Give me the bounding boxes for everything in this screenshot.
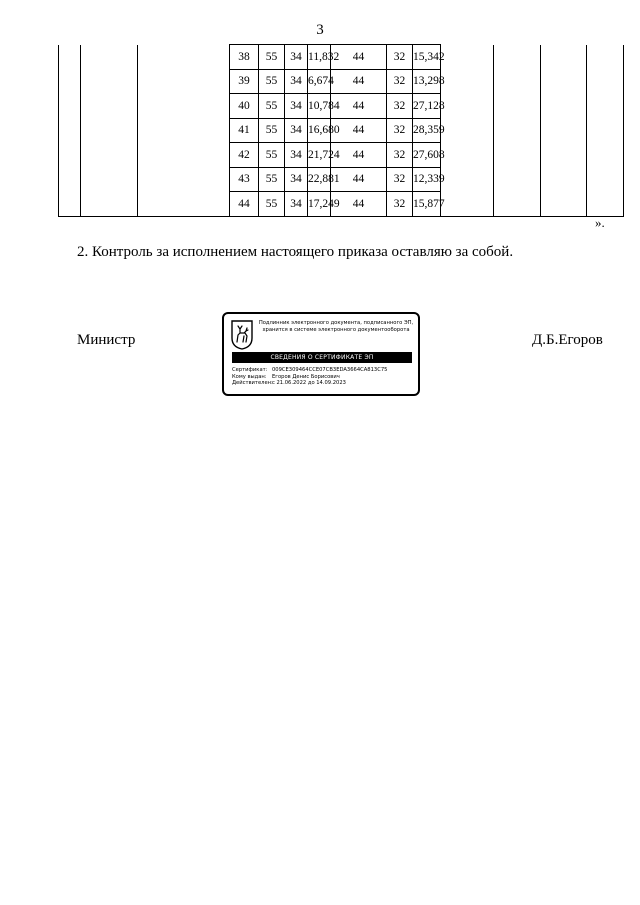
table-blank-cell (59, 45, 81, 70)
table-blank-cell (81, 118, 138, 143)
table-cell: 34 (285, 69, 308, 94)
table-cell: 55 (259, 45, 285, 70)
table-cell: 44 (331, 143, 387, 168)
table-cell: 32 (387, 118, 413, 143)
table-cell: 6,674 (308, 69, 331, 94)
stamp-header (256, 320, 416, 334)
table-row (59, 94, 624, 119)
table-blank-cell (541, 94, 587, 119)
table-blank-cell (587, 192, 624, 217)
stamp-header-line-1: Подлинник электронного документа, подписанного ЭП, (258, 320, 414, 326)
table-blank-cell (138, 69, 230, 94)
stamp-details (232, 367, 387, 387)
table-blank-cell (541, 167, 587, 192)
table-cell: 38 (230, 45, 259, 70)
certificate-label: Сертификат: (232, 367, 268, 373)
table-row (59, 118, 624, 143)
table-cell: 12,339 (413, 167, 441, 192)
signature-name: Д.Б.Егоров (532, 332, 603, 348)
table-blank-cell (441, 143, 494, 168)
deer-coat-of-arms-icon (231, 320, 253, 350)
valid-value: с 21.06.2022 до 14.09.2023 (272, 380, 346, 387)
table-cell: 28,359 (413, 118, 441, 143)
table-cell: 55 (259, 69, 285, 94)
table-blank-cell (81, 192, 138, 217)
paragraph-control: 2. Контроль за исполнением настоящего приказа оставляю за собой. (77, 244, 514, 260)
table-cell: 44 (331, 167, 387, 192)
page-number: 3 (316, 22, 324, 38)
table-cell: 32 (387, 167, 413, 192)
table-cell: 34 (285, 192, 308, 217)
table-cell: 16,680 (308, 118, 331, 143)
table-blank-cell (494, 45, 541, 70)
data-table (58, 44, 624, 217)
table-blank-cell (441, 192, 494, 217)
table-cell: 11,832 (308, 45, 331, 70)
table-row (59, 167, 624, 192)
electronic-signature-stamp (222, 312, 420, 396)
table-blank-cell (441, 118, 494, 143)
table-cell: 44 (331, 94, 387, 119)
table-cell: 34 (285, 143, 308, 168)
table-cell: 34 (285, 45, 308, 70)
table-blank-cell (81, 143, 138, 168)
table-blank-cell (441, 94, 494, 119)
table-cell: 40 (230, 94, 259, 119)
table-cell: 44 (331, 192, 387, 217)
table-cell: 32 (387, 69, 413, 94)
table-blank-cell (138, 45, 230, 70)
table-cell: 55 (259, 192, 285, 217)
table-cell: 41 (230, 118, 259, 143)
valid-label: Действителен: (232, 380, 273, 387)
table-cell: 15,877 (413, 192, 441, 217)
table-cell: 44 (331, 45, 387, 70)
table-blank-cell (441, 69, 494, 94)
table-blank-cell (59, 192, 81, 217)
table-cell: 32 (387, 143, 413, 168)
table-blank-cell (138, 94, 230, 119)
closing-quote: ». (595, 215, 605, 230)
table-row (59, 69, 624, 94)
table-cell: 44 (331, 118, 387, 143)
table-blank-cell (59, 118, 81, 143)
table-blank-cell (59, 94, 81, 119)
table-cell: 27,608 (413, 143, 441, 168)
table-cell: 10,784 (308, 94, 331, 119)
stamp-valid-row (232, 380, 387, 387)
table-blank-cell (541, 118, 587, 143)
table-blank-cell (541, 192, 587, 217)
table-blank-cell (494, 69, 541, 94)
table-cell: 34 (285, 94, 308, 119)
certificate-value: 009CE309464CCE07CB3EDA3664CA813C75 (272, 367, 388, 373)
table-blank-cell (138, 143, 230, 168)
table-cell: 42 (230, 143, 259, 168)
table-blank-cell (587, 118, 624, 143)
table-blank-cell (541, 69, 587, 94)
table-blank-cell (587, 94, 624, 119)
table-blank-cell (541, 143, 587, 168)
table-cell: 27,128 (413, 94, 441, 119)
table-cell: 55 (259, 167, 285, 192)
table-blank-cell (494, 192, 541, 217)
table-blank-cell (59, 143, 81, 168)
table-blank-cell (494, 94, 541, 119)
table-cell: 32 (387, 192, 413, 217)
table-cell: 55 (259, 118, 285, 143)
table-blank-cell (138, 118, 230, 143)
table-cell: 55 (259, 94, 285, 119)
table-cell: 34 (285, 167, 308, 192)
table-blank-cell (59, 69, 81, 94)
table-blank-cell (441, 167, 494, 192)
table-blank-cell (494, 118, 541, 143)
issued-to-value: Егоров Денис Борисович (272, 373, 340, 380)
table-cell: 22,881 (308, 167, 331, 192)
table-row (59, 45, 624, 70)
table-blank-cell (494, 143, 541, 168)
table-blank-cell (138, 192, 230, 217)
table-cell: 32 (387, 94, 413, 119)
table-blank-cell (81, 69, 138, 94)
table-blank-cell (81, 45, 138, 70)
stamp-certificate-row (232, 367, 387, 374)
table-cell: 39 (230, 69, 259, 94)
table-cell: 17,249 (308, 192, 331, 217)
table-cell: 34 (285, 118, 308, 143)
table-blank-cell (541, 45, 587, 70)
table-blank-cell (587, 45, 624, 70)
table-cell: 43 (230, 167, 259, 192)
stamp-header-line-2: хранится в системе электронного документооборота (262, 327, 410, 333)
table-cell: 32 (387, 45, 413, 70)
table-cell: 44 (230, 192, 259, 217)
table-cell: 44 (331, 69, 387, 94)
table-cell: 15,342 (413, 45, 441, 70)
table-blank-cell (587, 167, 624, 192)
table-blank-cell (587, 69, 624, 94)
table-row (59, 143, 624, 168)
table-blank-cell (587, 143, 624, 168)
table-blank-cell (81, 94, 138, 119)
table-cell: 55 (259, 143, 285, 168)
table-blank-cell (59, 167, 81, 192)
stamp-title-bar: СВЕДЕНИЯ О СЕРТИФИКАТЕ ЭП (232, 352, 412, 363)
table-cell: 13,298 (413, 69, 441, 94)
signature-position: Министр (77, 332, 136, 348)
table-blank-cell (81, 167, 138, 192)
issued-to-label: Кому выдан: (232, 373, 267, 380)
table-blank-cell (494, 167, 541, 192)
table-blank-cell (441, 45, 494, 70)
table-row (59, 192, 624, 217)
table-cell: 21,724 (308, 143, 331, 168)
table-blank-cell (138, 167, 230, 192)
